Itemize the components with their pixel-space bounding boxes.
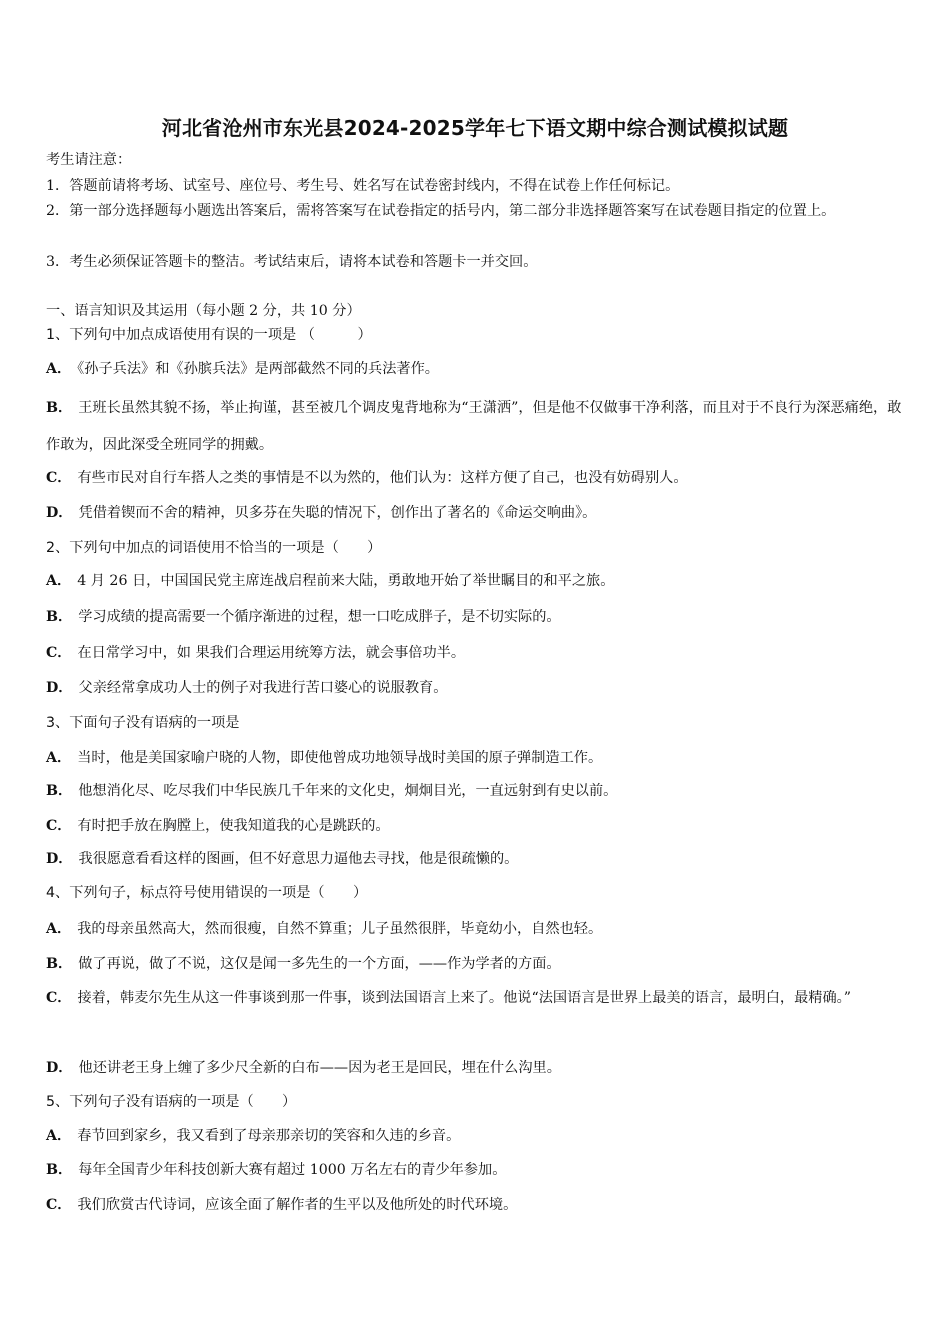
option-text: 学习成绩的提高需要一个循序渐进的过程，想一口吃成胖子，是不切实际的。 [78, 609, 561, 625]
option-text: 他还讲老王身上缠了多少尺全新的白布——因为老王是回民，埋在什么沟里。 [78, 1060, 561, 1076]
notice-heading: 考生请注意： [46, 152, 132, 168]
question-2-option-d [46, 679, 447, 697]
option-text: 有时把手放在胸膛上，使我知道我的心是跳跃的。 [77, 818, 390, 834]
option-letter: B． [46, 956, 73, 972]
question-2-option-a [46, 572, 614, 590]
question-4-option-a [46, 920, 602, 938]
option-letter: D． [46, 1060, 73, 1076]
option-letter: D． [46, 680, 73, 696]
option-text: 我很愿意看看这样的图画，但不好意思力逼他去寻找，他是很疏懒的。 [78, 851, 519, 867]
question-4-option-b [46, 955, 561, 973]
question-4-stem: 4、下列句子，标点符号使用错误的一项是（ ） [46, 885, 368, 901]
question-5-option-b [46, 1161, 506, 1179]
option-letter: C． [46, 470, 72, 486]
question-1-option-c [46, 469, 688, 487]
question-2-option-b [46, 608, 561, 626]
option-letter: C． [46, 818, 72, 834]
option-text: 我们欣赏古代诗词，应该全面了解作者的生平以及他所处的时代环境。 [77, 1197, 518, 1213]
option-text: 父亲经常拿成功人士的例子对我进行苦口婆心的说服教育。 [78, 680, 448, 696]
page-title: 河北省沧州市东光县2024-2025学年七下语文期中综合测试模拟试题 [161, 116, 789, 140]
question-1-stem: 1、下列句中加点成语使用有误的一项是 （ ） [46, 327, 372, 343]
option-text: 有些市民对自行车搭人之类的事情是不以为然的，他们认为：这样方便了自己，也没有妨碍别人。 [77, 470, 688, 486]
notice-item-2: 2．第一部分选择题每小题选出答案后，需将答案写在试卷指定的括号内，第二部分非选择题答案写在试卷题目指定的位置上。 [46, 203, 836, 219]
option-letter: B． [46, 1162, 73, 1178]
option-letter: D． [46, 851, 73, 867]
question-3-option-b [46, 782, 617, 800]
question-3-stem: 3、下面句子没有语病的一项是 [46, 715, 240, 731]
question-3-option-c [46, 817, 390, 835]
option-letter: A． [46, 573, 72, 589]
option-text: 他想消化尽、吃尽我们中华民族几千年来的文化史，炯炯目光，一直远射到有史以前。 [78, 783, 618, 799]
option-text: 在日常学习中，如 果我们合理运用统筹方法，就会事倍功半。 [77, 645, 466, 661]
option-letter: A． [46, 1128, 72, 1144]
option-text: 每年全国青少年科技创新大赛有超过 1000 万名左右的青少年参加。 [78, 1162, 507, 1178]
option-text: 接着，韩麦尔先生从这一件事谈到那一件事，谈到法国语言上来了。他说“法国语言是世界上最美的语言，最明白，最精确。” [77, 990, 852, 1006]
option-text: 我的母亲虽然高大，然而很瘦，自然不算重；儿子虽然很胖，毕竟幼小，自然也轻。 [77, 921, 603, 937]
option-text: 《孙子兵法》和《孙膑兵法》是两部截然不同的兵法著作。 [77, 361, 439, 377]
option-text: 当时，他是美国家喻户晓的人物，即使他曾成功地领导战时美国的原子弹制造工作。 [77, 750, 603, 766]
question-3-option-d [46, 850, 518, 868]
option-letter: A． [46, 921, 72, 937]
option-text: 春节回到家乡，我又看到了母亲那亲切的笑容和久违的乡音。 [77, 1128, 461, 1144]
question-4-option-c [46, 980, 901, 1016]
question-2-option-c [46, 644, 465, 662]
question-5-stem: 5、下列句子没有语病的一项是（ ） [46, 1094, 297, 1110]
option-letter: B． [46, 400, 73, 416]
question-3-option-a [46, 749, 602, 767]
option-letter: C． [46, 645, 72, 661]
option-letter: A． [46, 750, 72, 766]
option-text: 王班长虽然其貌不扬，举止拘谨，甚至被几个调皮鬼背地称为“王潇洒”，但是他不仅做事干净利落，而且对于不良行为深恶痛绝，敢作敢为，因此深受全班同学的拥戴。 [46, 400, 902, 453]
option-letter: C． [46, 1197, 72, 1213]
question-1-option-d [46, 504, 596, 522]
section-heading: 一、语言知识及其运用（每小题 2 分，共 10 分） [46, 303, 361, 319]
question-1-option-b [46, 390, 906, 464]
question-5-option-a [46, 1127, 460, 1145]
notice-item-3: 3．考生必须保证答题卡的整洁。考试结束后，请将本试卷和答题卡一并交回。 [46, 254, 538, 270]
option-text: 凭借着锲而不舍的精神，贝多芬在失聪的情况下，创作出了著名的《命运交响曲》。 [78, 505, 597, 521]
option-letter: D． [46, 505, 73, 521]
option-letter: B． [46, 609, 73, 625]
option-text: 做了再说，做了不说，这仅是闻一多先生的一个方面，——作为学者的方面。 [78, 956, 561, 972]
option-letter: A． [46, 361, 72, 377]
notice-item-1: 1．答题前请将考场、试室号、座位号、考生号、姓名写在试卷密封线内，不得在试卷上作任何标记。 [46, 178, 680, 194]
option-text: 4 月 26 日，中国国民党主席连战启程前来大陆，勇敢地开始了举世瞩目的和平之旅。 [77, 573, 615, 589]
option-letter: B． [46, 783, 73, 799]
question-5-option-c [46, 1196, 517, 1214]
question-2-stem: 2、下列句中加点的词语使用不恰当的一项是（ ） [46, 540, 382, 556]
option-letter: C． [46, 990, 72, 1006]
question-1-option-a [46, 360, 439, 378]
question-4-option-d [46, 1059, 561, 1077]
